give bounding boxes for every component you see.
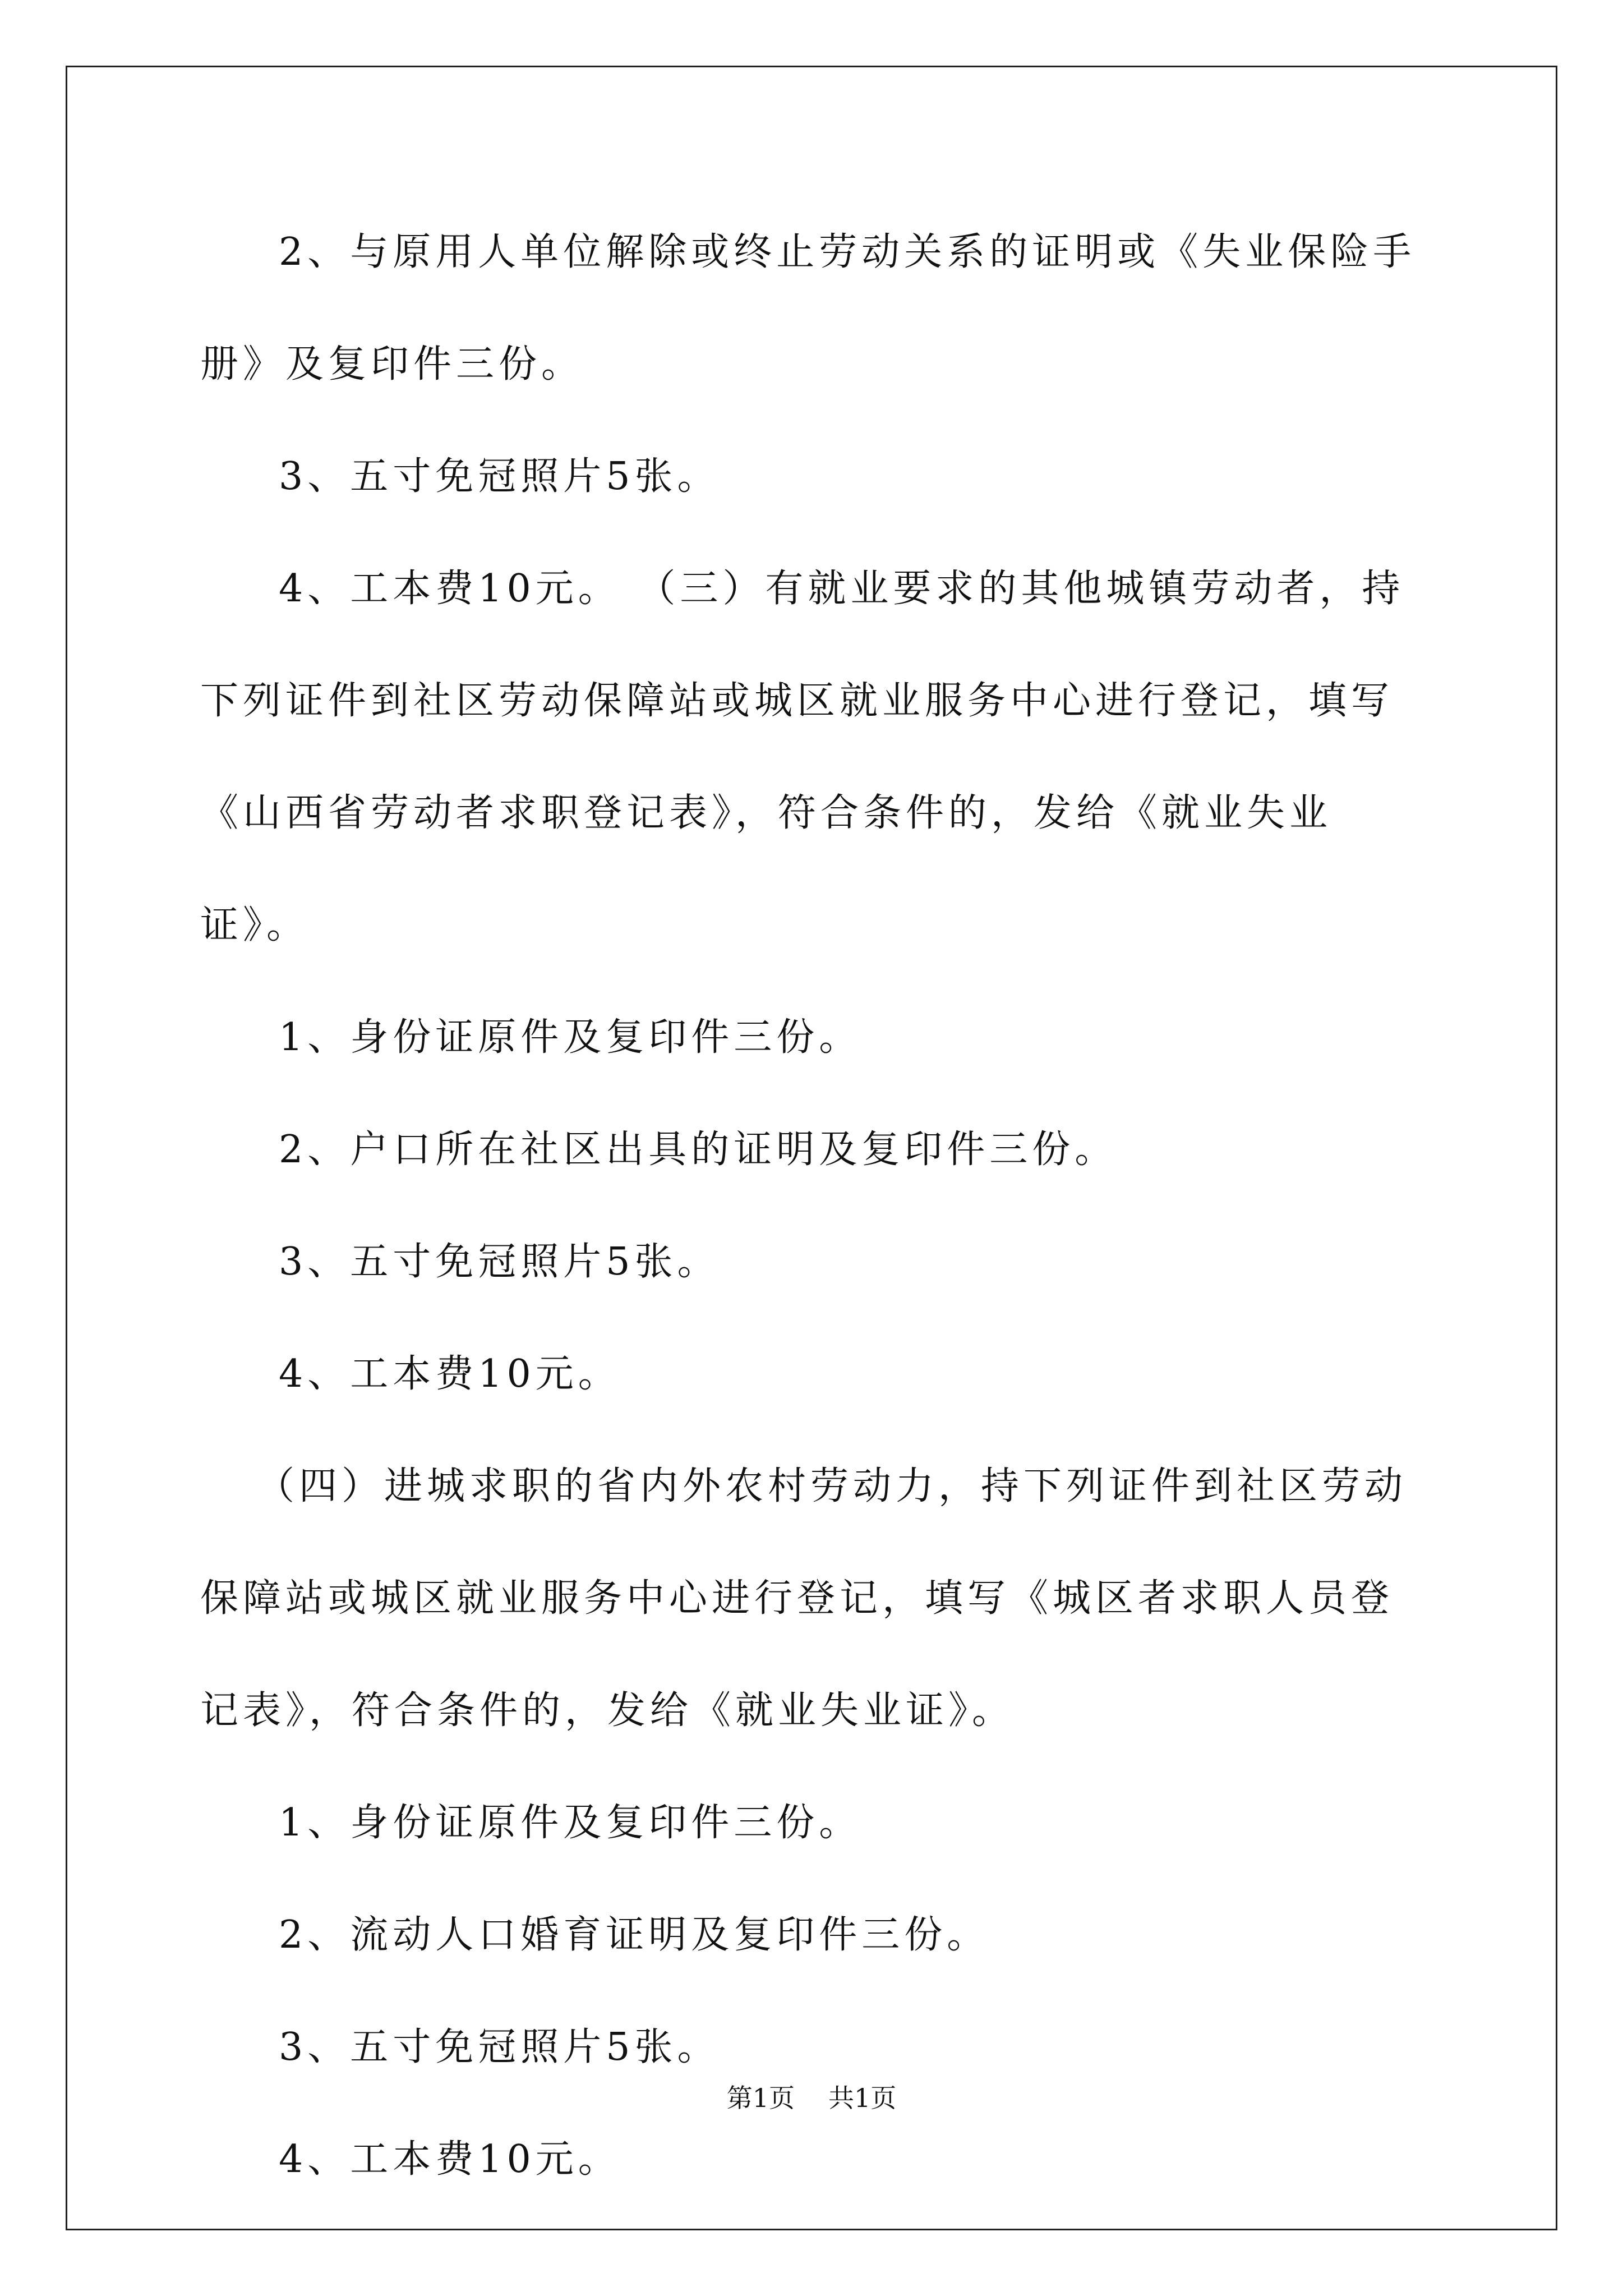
document-body [200,196,1434,2216]
paragraph: 3、五寸免冠照片5张。 [279,1240,720,1284]
page-number: 第1页 [726,2083,795,2113]
paragraph: （四）进城求职的省内外农村劳动力，持下列证件到社区劳动保障站或城区就业服务中心进行登记，填写《城区者求职人员登记表》，符合条件的，发给《就业失业证》。 [200,1464,1408,1733]
paragraph: 3、五寸免冠照片5张。 [279,454,720,499]
page-footer [0,2081,1623,2115]
paragraph: 4、工本费10元。 [279,1352,621,1396]
paragraph: 2、与原用人单位解除或终止劳动关系的证明或《失业保险手册》及复印件三份。 [200,230,1416,386]
paragraph: 2、户口所在社区出具的证明及复印件三份。 [279,1128,1118,1172]
paragraph: 1、身份证原件及复印件三份。 [279,1015,862,1060]
paragraph: 2、流动人口婚育证明及复印件三份。 [279,1913,990,1957]
paragraph: 4、工本费10元。 （三）有就业要求的其他城镇劳动者，持下列证件到社区劳动保障站或城区就业服务中心进行登记，填写《山西省劳动者求职登记表》，符合条件的，发给《就业失业证》。 [200,567,1405,947]
page-total: 共1页 [828,2083,897,2113]
paragraph: 3、五寸免冠照片5张。 [279,2025,720,2069]
paragraph: 4、工本费10元。 [279,2137,621,2182]
paragraph: 1、身份证原件及复印件三份。 [279,1801,862,1845]
